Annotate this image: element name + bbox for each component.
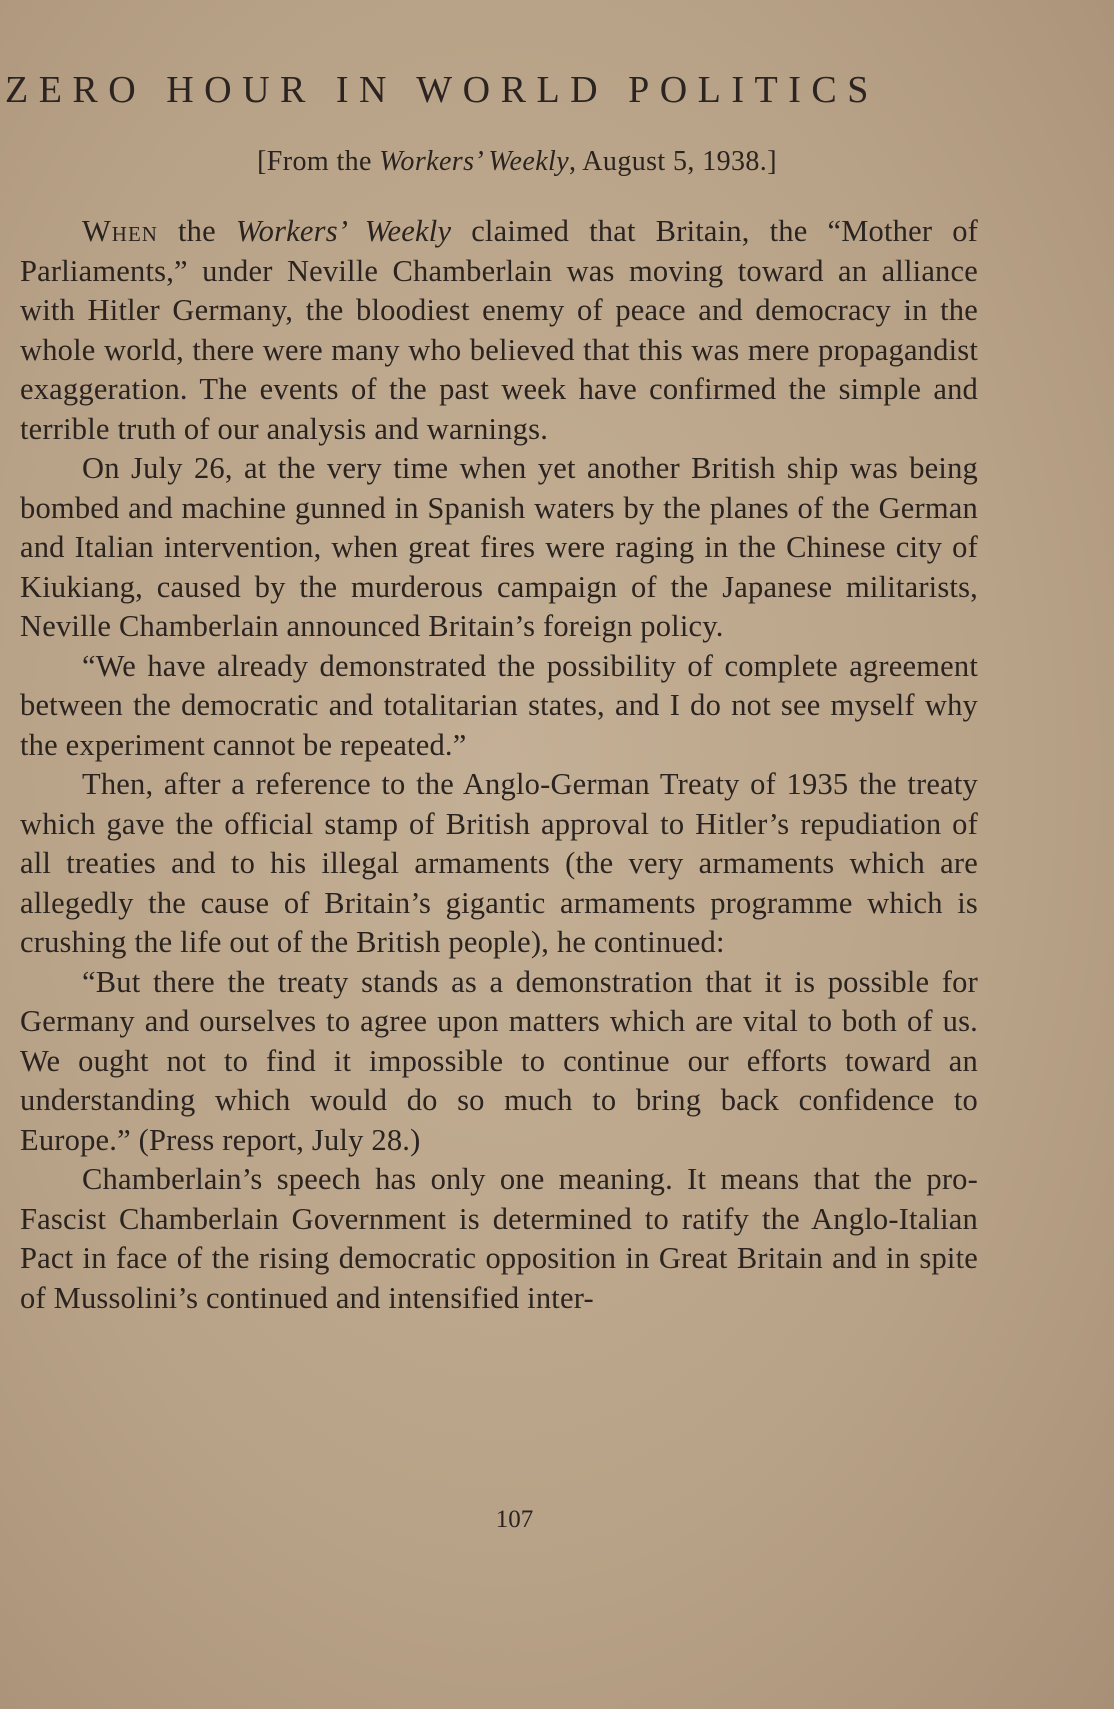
paragraph-3: “We have already demonstrated the possibility of complete agreement between the democratic and totalitarian states, and I do not see myself why the experiment cannot be repeated.” [20, 648, 978, 762]
source-suffix: , August 5, 1938.] [569, 146, 777, 177]
paragraph-1-pre: the [157, 214, 236, 248]
paragraph-1-text: claimed that Britain, the “Mother of Parliaments,” under Neville Chamberlain was moving toward an alliance with Hitler Germany, the bloodiest enemy of peace and democracy in the whole world, there were many who believed that this was mere propagandist exaggeration. The events of the past week have confirmed the simple and terrible truth of our analysis and warnings. [20, 214, 979, 446]
paragraph-1 [20, 212, 978, 449]
source-publication: Workers’ Weekly [379, 146, 570, 177]
page-number: 107 [495, 1506, 534, 1533]
running-head: ZERO HOUR IN WORLD POLITICS [5, 69, 879, 111]
paragraph-1-lead: When [82, 214, 158, 248]
paragraph-2: On July 26, at the very time when yet another British ship was being bombed and machine gunned in Spanish waters by the planes of the German and Italian intervention, when great fires were raging in the Chinese city of Kiukiang, caused by the murderous campaign of the Japanese militarists, Neville Chamberlain announced Britain’s foreign policy. [20, 451, 978, 643]
paragraph-4: Then, after a reference to the Anglo-German Treaty of 1935 the treaty which gave the official stamp of British approval to Hitler’s repudiation of all treaties and to his illegal armaments (the very armaments which are allegedly the cause of Britain’s gigantic armaments programme which is crushing the life out of the British people), he continued: [20, 767, 978, 959]
paragraph-6: Chamberlain’s speech has only one meaning. It means that the pro-Fascist Chamberlain Government is determined to ratify the Anglo-Italian Pact in face of the rising democratic opposition in Great Britain and in spite of Mussolini’s continued and intensified inter- [20, 1162, 978, 1315]
body-text [20, 212, 978, 1318]
source-note [0, 146, 1114, 178]
paragraph-5: “But there the treaty stands as a demonstration that it is possible for Germany and ourselves to agree upon matters which are vital to both of us. We ought not to find it impossible to continue our efforts toward an understanding which would do so much to bring back confidence to Europe.” (Press report, July 28.) [20, 964, 978, 1157]
source-prefix: [From the [257, 146, 380, 177]
paragraph-1-publication: Workers’ Weekly [235, 214, 452, 248]
